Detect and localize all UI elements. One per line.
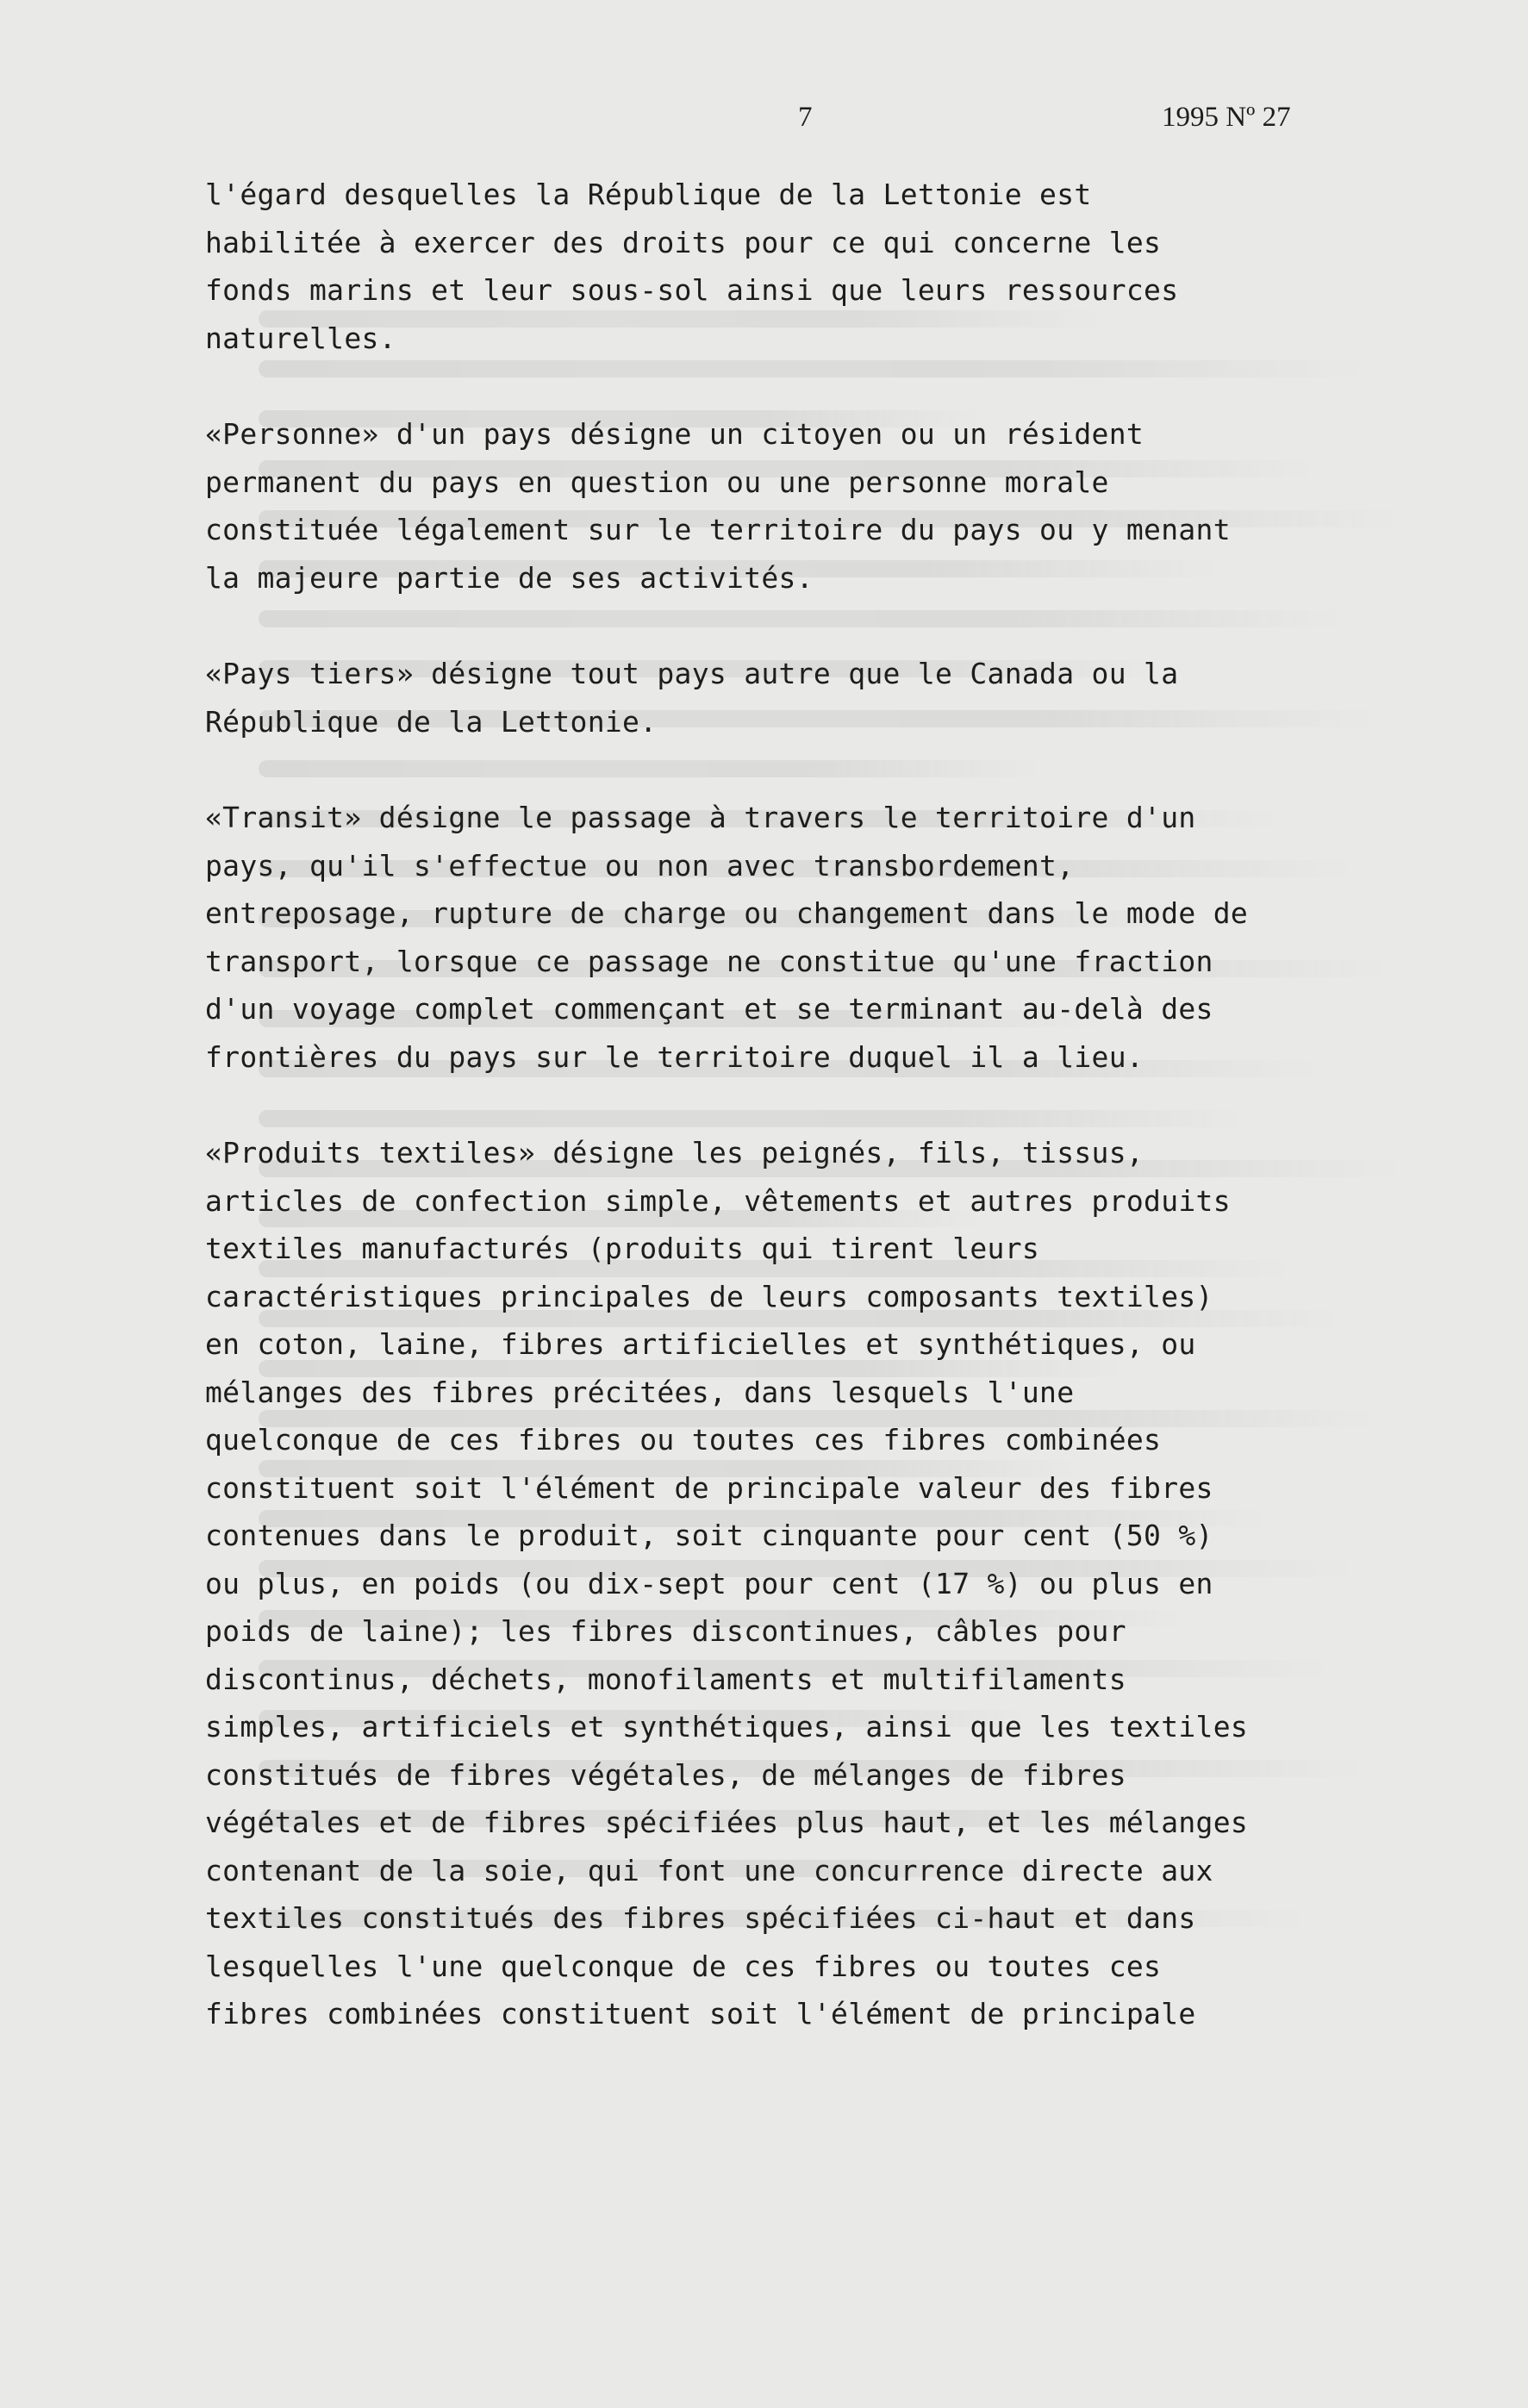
text-line: fonds marins et leur sous-sol ainsi que leurs ressources — [205, 273, 1179, 307]
text-line: transport, lorsque ce passage ne constitue qu'une fraction — [205, 944, 1213, 978]
definition-paragraph-continuation — [205, 171, 1429, 362]
text-line: constituée légalement sur le territoire du pays ou y menant — [205, 513, 1231, 546]
page-number: 7 — [798, 102, 813, 133]
text-line: d'un voyage complet commençant et se terminant au-delà des — [205, 992, 1213, 1026]
text-line: contenant de la soie, qui font une concurrence directe aux — [205, 1853, 1213, 1887]
text-line: entreposage, rupture de charge ou changement dans le mode de — [205, 896, 1249, 930]
text-line: végétales et de fibres spécifiées plus haut, et les mélanges — [205, 1806, 1249, 1839]
text-line: lesquelles l'une quelconque de ces fibres ou toutes ces — [205, 1949, 1162, 1983]
definition-pays-tiers — [205, 650, 1429, 745]
text-line: République de la Lettonie. — [205, 704, 658, 739]
text-line: «Pays tiers» désigne tout pays autre que le Canada ou la — [205, 657, 1179, 690]
text-line: textiles manufacturés (produits qui tirent leurs — [205, 1232, 1040, 1265]
text-line: fibres combinées constituent soit l'élément de principale — [205, 1997, 1196, 2031]
text-line: «Transit» désigne le passage à travers le territoire d'un — [205, 801, 1196, 834]
text-line: en coton, laine, fibres artificielles et synthétiques, ou — [205, 1327, 1196, 1361]
page-header — [0, 102, 1528, 145]
text-line: l'égard desquelles la République de la Lettonie est — [205, 178, 1092, 211]
text-line: textiles constitués des fibres spécifiées ci-haut et dans — [205, 1901, 1196, 1935]
text-line: ou plus, en poids (ou dix-sept pour cent (17 %) ou plus en — [205, 1566, 1213, 1600]
text-line: permanent du pays en question ou une personne morale — [205, 465, 1109, 499]
text-line: simples, artificiels et synthétiques, ainsi que les textiles — [205, 1710, 1249, 1744]
text-line: articles de confection simple, vêtements et autres produits — [205, 1183, 1231, 1218]
text-line: pays, qu'il s'effectue ou non avec transbordement, — [205, 848, 1075, 883]
document-reference: 1995 Nº 27 — [1162, 102, 1291, 133]
text-line: contenues dans le produit, soit cinquante pour cent (50 %) — [205, 1519, 1213, 1552]
text-line: caractéristiques principales de leurs composants textiles) — [205, 1279, 1213, 1313]
definition-personne — [205, 410, 1429, 602]
text-line: frontières du pays sur le territoire duquel il a lieu. — [205, 1039, 1144, 1074]
text-line: constituent soit l'élément de principale valeur des fibres — [205, 1470, 1213, 1505]
text-line: naturelles. — [205, 321, 396, 355]
definition-produits-textiles — [205, 1129, 1429, 2038]
text-line: poids de laine); les fibres discontinues, câbles pour — [205, 1614, 1126, 1648]
text-line: mélanges des fibres précitées, dans lesquels l'une — [205, 1375, 1075, 1409]
text-line: la majeure partie de ses activités. — [205, 560, 814, 595]
text-line: «Produits textiles» désigne les peignés, fils, tissus, — [205, 1136, 1144, 1170]
text-line: «Personne» d'un pays désigne un citoyen ou un résident — [205, 417, 1144, 451]
text-line: constitués de fibres végétales, de mélanges de fibres — [205, 1757, 1126, 1792]
document-body — [205, 171, 1429, 2087]
definition-transit — [205, 794, 1429, 1081]
text-line: discontinus, déchets, monofilaments et multifilaments — [205, 1662, 1126, 1696]
text-line: habilitée à exercer des droits pour ce qui concerne les — [205, 225, 1162, 259]
text-line: quelconque de ces fibres ou toutes ces fibres combinées — [205, 1423, 1162, 1457]
